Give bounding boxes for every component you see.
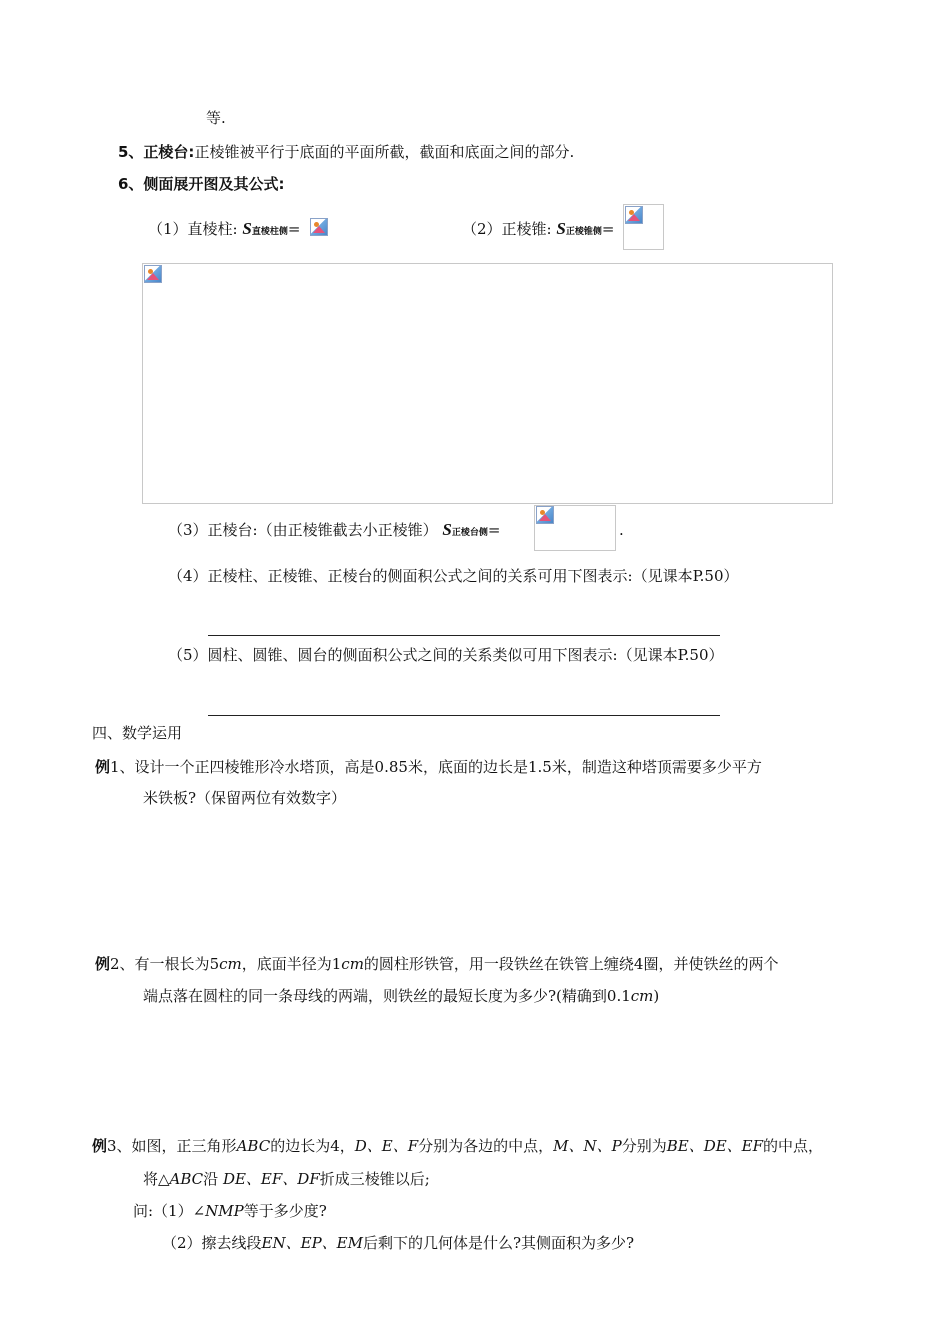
- example-3-text-h: 折成三棱锥以后;: [319, 1170, 430, 1188]
- formula-3-label: （3）正棱台:（由正棱锥截去小正棱锥）: [168, 521, 438, 539]
- section-4-heading: 四、数学运用: [92, 724, 183, 742]
- example-1-text-a: 1、设计一个正四棱锥形冷水塔顶，高是0.85米，底面的边长是1.5米，制造这种塔顶需要多少平方: [110, 758, 762, 776]
- example-3-text-a: 3、如图，正三角形: [107, 1137, 237, 1155]
- item-6-heading: 6、侧面展开图及其公式:: [118, 175, 285, 193]
- example-2-line-2: [143, 986, 659, 1006]
- example-3-points-mnp: M、N、P: [553, 1137, 622, 1155]
- example-3-question-1: [133, 1201, 327, 1221]
- example-2-unit-1: cm: [219, 955, 242, 973]
- formula-2: [462, 219, 614, 242]
- example-2-text-b: ，底面半径为: [241, 955, 332, 973]
- example-3-line-1: [92, 1136, 823, 1156]
- example-3-text-d: 分别为: [621, 1137, 667, 1155]
- example-3-text-f: 将△: [143, 1170, 170, 1188]
- example-1-line-2: 米铁板?（保留两位有效数字）: [143, 789, 347, 807]
- example-3-erased-segments: EN、EP、EM: [261, 1234, 363, 1252]
- example-1-label: 例: [95, 758, 111, 776]
- example-3-label: 例: [92, 1137, 108, 1155]
- formula-3-image-icon: [536, 506, 554, 524]
- formula-1-symbol: S: [242, 219, 252, 238]
- formula-1-equals: =: [287, 220, 301, 238]
- answer-line-2: [208, 715, 720, 716]
- item-5-label: 5、正棱台:: [118, 143, 195, 161]
- formula-3-subscript: 正棱台侧: [451, 528, 488, 538]
- formula-3-period: .: [619, 521, 624, 539]
- example-2-text-c: 的圆柱形铁管，用一段铁丝在铁管上缠绕4圈，并使铁丝的两个: [363, 955, 779, 973]
- example-2-text-d: 端点落在圆柱的同一条母线的两端，则铁丝的最短长度为多少?(精确到0.1: [143, 987, 631, 1005]
- example-3-triangle-name-2: ABC: [169, 1170, 204, 1188]
- unfolding-diagram-image-icon: [144, 265, 162, 283]
- formula-2-equals: =: [601, 220, 615, 238]
- example-2-label: 例: [95, 955, 111, 973]
- formula-1-image-icon: [310, 218, 328, 236]
- example-2-line-1: [95, 954, 778, 974]
- formula-3-symbol: S: [442, 520, 452, 539]
- formula-5-text: （5）圆柱、圆锥、圆台的侧面积公式之间的关系类似可用下图表示:（见课本P.50）: [168, 646, 724, 664]
- example-1-line-1: [95, 757, 762, 777]
- example-2-unit-2: cm: [341, 955, 364, 973]
- example-2-text-end: ): [653, 987, 660, 1005]
- unfolding-diagram-frame: [142, 263, 833, 504]
- example-3-text-e: 的中点，: [763, 1137, 824, 1155]
- example-3-fold-lines: DE、EF、DF: [222, 1170, 320, 1188]
- example-3-triangle-name: ABC: [236, 1137, 271, 1155]
- formula-2-image-icon: [625, 206, 643, 224]
- example-3-text-b: 的边长为4，: [270, 1137, 355, 1155]
- item-5-text: 正棱锥被平行于底面的平面所截，截面和底面之间的部分.: [194, 143, 575, 161]
- formula-1-label: （1）直棱柱:: [148, 220, 238, 238]
- example-3-segments: BE、DE、EF: [666, 1137, 764, 1155]
- example-2-text-a: 2、有一根长为: [110, 955, 210, 973]
- formula-2-symbol: S: [556, 219, 566, 238]
- formula-3-equals: =: [487, 521, 501, 539]
- formula-3: [168, 520, 500, 543]
- example-3-question-2-prefix: （2）擦去线段: [162, 1234, 262, 1252]
- example-2-value-1: 5: [209, 955, 220, 973]
- example-3-question-2-text: 后剩下的几何体是什么?其侧面积为多少?: [362, 1234, 635, 1252]
- example-3-question-prefix: 问:（1）∠: [133, 1202, 206, 1220]
- formula-1: [148, 219, 300, 242]
- example-3-text-c: 分别为各边的中点，: [418, 1137, 554, 1155]
- example-3-line-2: [143, 1169, 430, 1189]
- example-2-value-2: 1: [331, 955, 342, 973]
- example-3-question-1-text: 等于多少度?: [243, 1202, 327, 1220]
- example-3-text-g: 沿: [203, 1170, 223, 1188]
- example-2-unit-3: cm: [630, 987, 654, 1005]
- continuation-text: 等.: [206, 109, 226, 127]
- example-3-points-def: D、E、F: [354, 1137, 419, 1155]
- formula-4-text: （4）正棱柱、正棱锥、正棱台的侧面积公式之间的关系可用下图表示:（见课本P.50）: [168, 567, 739, 585]
- example-3-question-2: [162, 1233, 634, 1253]
- formula-2-label: （2）正棱锥:: [462, 220, 552, 238]
- answer-line-1: [208, 635, 720, 636]
- formula-1-subscript: 直棱柱侧: [251, 227, 288, 237]
- formula-2-subscript: 正棱锥侧: [565, 227, 602, 237]
- example-3-angle-name: NMP: [205, 1202, 244, 1220]
- item-5: [118, 142, 574, 162]
